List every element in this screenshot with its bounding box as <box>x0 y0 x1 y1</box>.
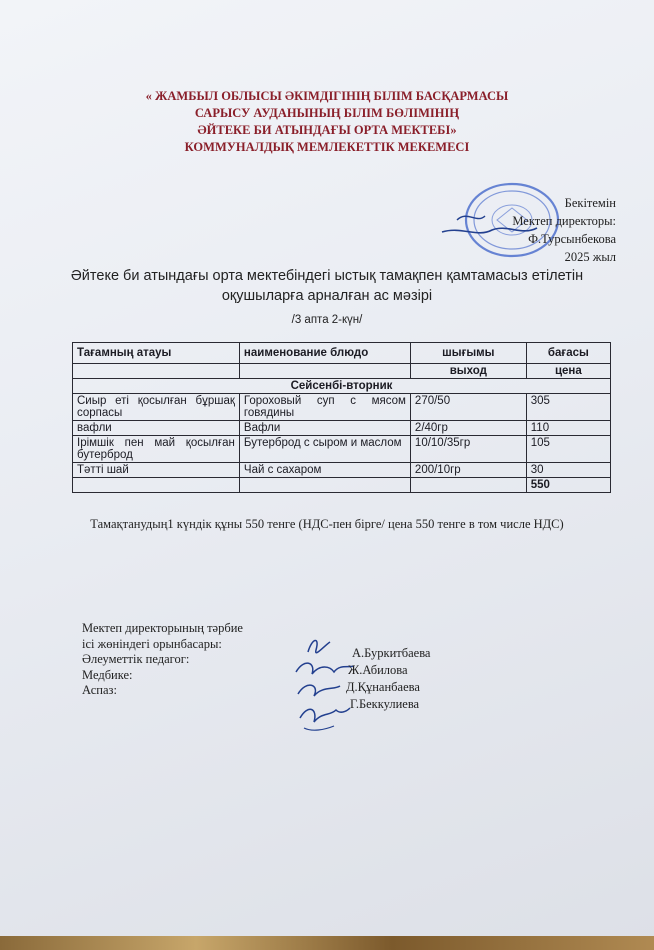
header-line-1: « ЖАМБЫЛ ОБЛЫСЫ ӘКІМДІГІНІҢ БІЛІМ БАСҚАРМАСЫ <box>145 89 509 103</box>
dish-yield: 270/50 <box>410 394 526 421</box>
staff-names <box>340 645 431 713</box>
school-header <box>0 88 654 156</box>
table-row <box>73 436 611 463</box>
header-line-3: ӘЙТЕКЕ БИ АТЫНДАҒЫ ОРТА МЕКТЕБІ» <box>197 123 457 137</box>
role-deputy-line-2: ісі жөніндегі орынбасары: <box>82 636 222 651</box>
header-line-4: КОММУНАЛДЫҚ МЕМЛЕКЕТТІК МЕКЕМЕСІ <box>184 140 470 154</box>
col-name-ru: наименование блюдо <box>239 343 410 364</box>
table-row <box>73 394 611 421</box>
dish-price: 30 <box>526 463 610 478</box>
table-subheader-row <box>73 364 611 379</box>
dish-yield: 200/10гр <box>410 463 526 478</box>
col-name-kz: Тағамның атауы <box>73 343 240 364</box>
name-cook: Г.Беккулиева <box>350 697 420 711</box>
name-social-pedagogue: Ж.Абилова <box>348 663 408 677</box>
header-line-2: САРЫСУ АУДАНЫНЫҢ БІЛІМ БӨЛІМІНІҢ <box>194 106 460 120</box>
approval-line-2: Мектеп директоры: <box>512 214 616 228</box>
day-label: Сейсенбі-вторник <box>73 379 611 394</box>
name-deputy: А.Буркитбаева <box>352 646 431 660</box>
role-social-pedagogue: Әлеуметтік педагог: <box>82 652 190 666</box>
menu-title-line-1: Әйтеке би атындағы орта мектебіндегі ыстық тамақпен қамтамасыз етілетін <box>70 268 584 284</box>
approval-block <box>512 194 616 266</box>
menu-title-line-2: оқушыларға арналған ас мәзірі <box>221 288 433 304</box>
dish-name-kz: Сиыр еті қосылған бұршақ сорпасы <box>73 394 240 421</box>
table-row <box>73 421 611 436</box>
daily-cost-text: Тамақтанудың1 күндік құны 550 тенге (НДС-пен бірге/ цена 550 тенге в том числе НДС) <box>90 517 564 531</box>
dish-price: 105 <box>526 436 610 463</box>
dish-price: 305 <box>526 394 610 421</box>
total-row <box>73 478 611 493</box>
menu-title <box>0 266 654 330</box>
approval-line-3: Ф.Турсынбекова <box>528 232 616 246</box>
dish-name-kz: Ірімшік пен май қосылған бутерброд <box>73 436 240 463</box>
col-yield-ru: выход <box>410 364 526 379</box>
dish-name-ru: Бутерброд с сыром и маслом <box>239 436 410 463</box>
day-row <box>73 379 611 394</box>
role-cook: Аспаз: <box>82 683 117 697</box>
staff-roles <box>82 621 243 699</box>
dish-name-ru: Гороховый суп с мясом говядины <box>239 394 410 421</box>
dish-price: 110 <box>526 421 610 436</box>
approval-line-1: Бекітемін <box>564 196 616 210</box>
col-price-ru: цена <box>526 364 610 379</box>
dish-name-ru: Вафли <box>239 421 410 436</box>
table-row <box>73 463 611 478</box>
menu-week: /3 апта 2-күн/ <box>291 314 363 326</box>
role-deputy-line-1: Мектеп директорының тәрбие <box>82 621 243 635</box>
col-price-kz: бағасы <box>526 343 610 364</box>
table-header-row <box>73 343 611 364</box>
approval-line-4: 2025 жыл <box>564 250 616 264</box>
dish-name-kz: вафли <box>73 421 240 436</box>
col-yield-kz: шығымы <box>410 343 526 364</box>
role-nurse: Медбике: <box>82 667 133 682</box>
dish-name-ru: Чай с сахаром <box>239 463 410 478</box>
background-edge <box>0 936 654 950</box>
total-price: 550 <box>526 478 610 493</box>
name-nurse: Д.Құнанбаева <box>346 680 420 694</box>
dish-yield: 2/40гр <box>410 421 526 436</box>
menu-table <box>72 342 611 493</box>
dish-yield: 10/10/35гр <box>410 436 526 463</box>
dish-name-kz: Тәтті шай <box>73 463 240 478</box>
